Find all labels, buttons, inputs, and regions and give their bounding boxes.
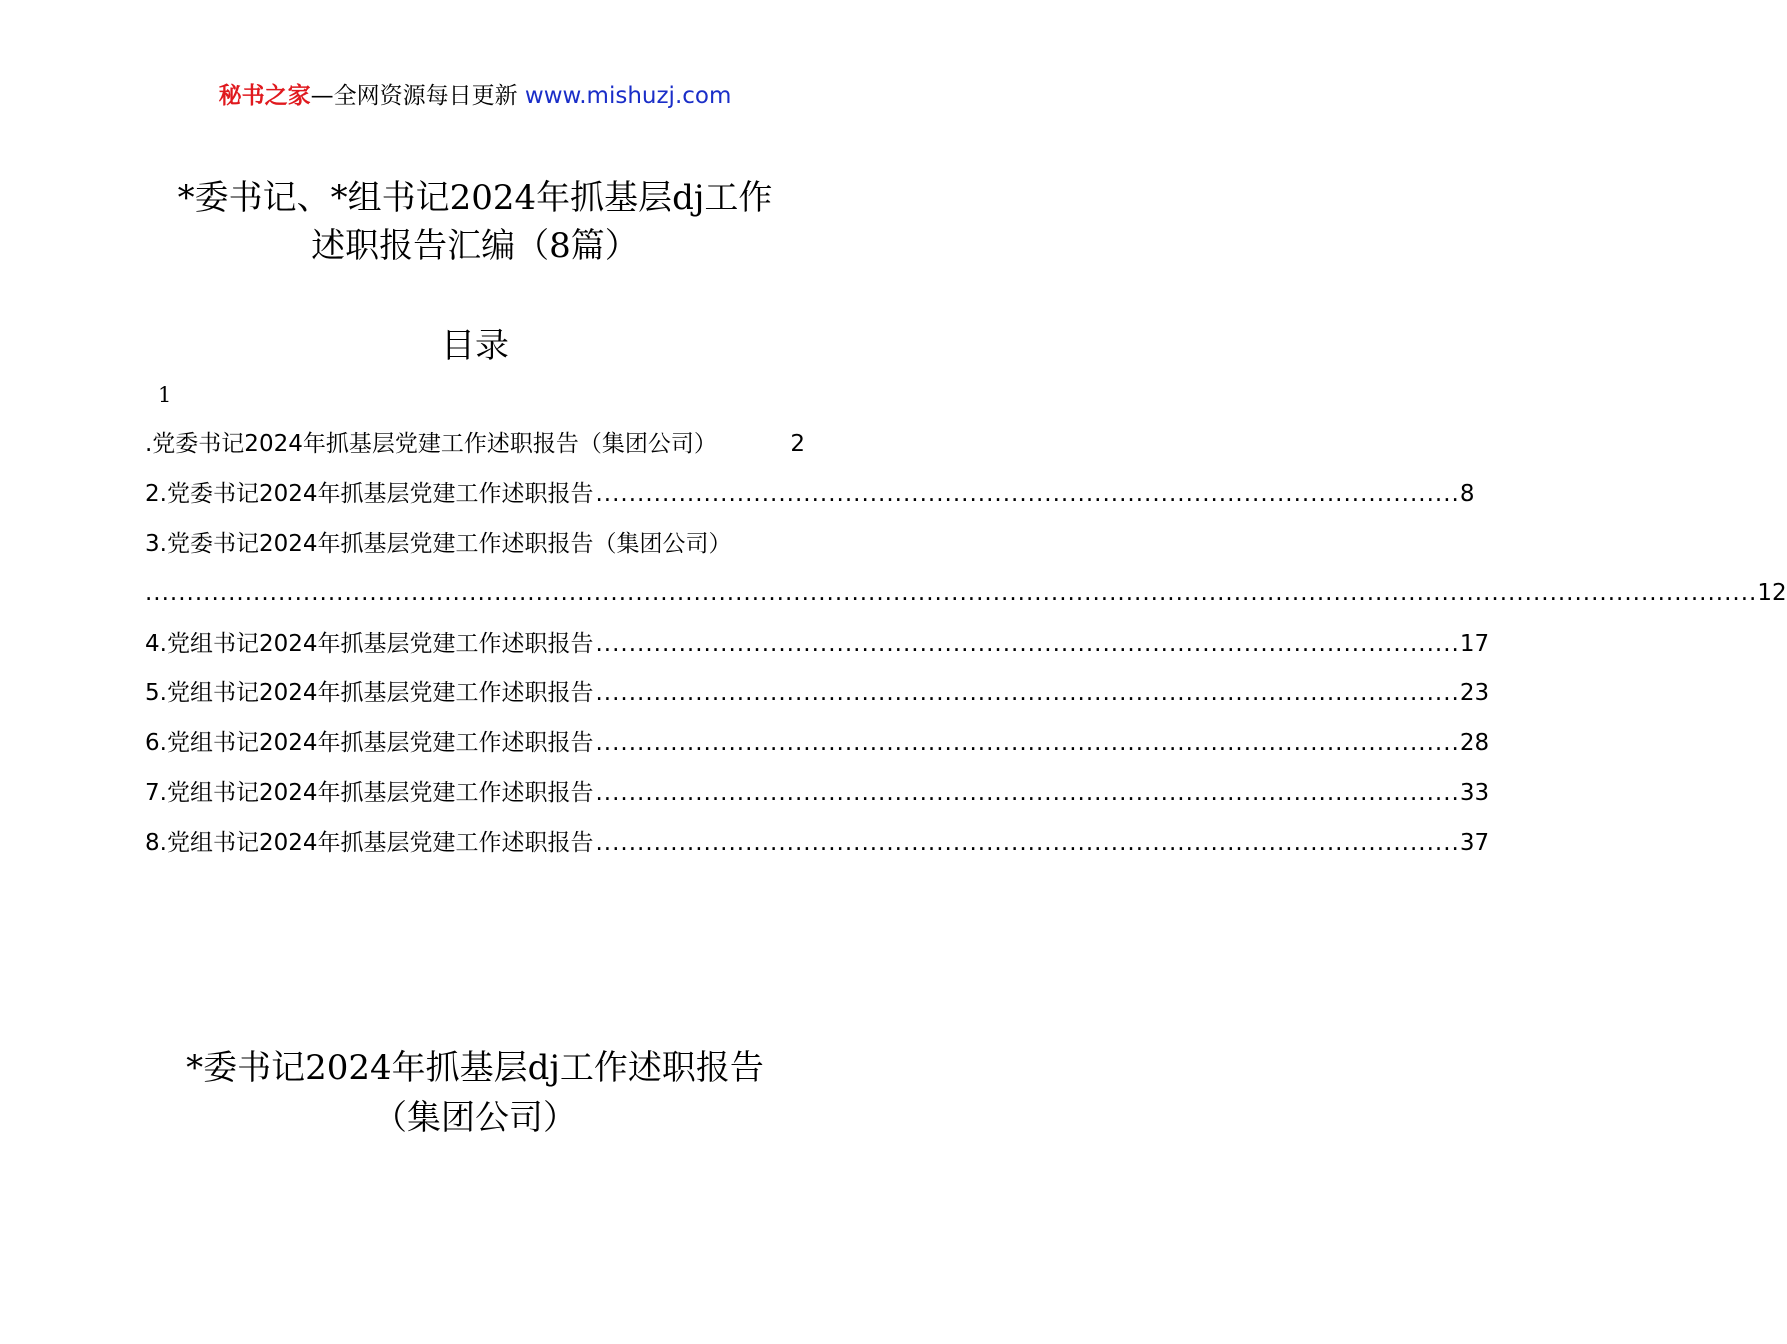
- toc-dot-leader: ........................................................................................................: [595, 631, 1460, 657]
- site-header: [0, 80, 950, 112]
- site-url-link[interactable]: www.mishuzj.com: [517, 83, 732, 109]
- toc-entry-label: 4.党组书记2024年抓基层党建工作述职报告: [145, 631, 594, 657]
- toc-entry-label: 2.党委书记2024年抓基层党建工作述职报告: [145, 481, 594, 507]
- toc-entry-page: 2: [790, 431, 805, 457]
- toc-entry-page: 28: [1459, 730, 1490, 756]
- toc-entry-3[interactable]: [145, 527, 805, 561]
- toc-entry-page: 12: [1757, 580, 1787, 606]
- toc-entry-6[interactable]: [145, 726, 1490, 760]
- toc-entry-5[interactable]: [145, 676, 1490, 710]
- toc-entry-label: .党委书记2024年抓基层党建工作述职报告（集团公司）: [145, 431, 717, 457]
- toc-entry-page: 33: [1459, 780, 1490, 806]
- toc-entry-page: 8: [1459, 481, 1475, 507]
- toc-entry-label: 7.党组书记2024年抓基层党建工作述职报告: [145, 780, 594, 806]
- toc-entry-label: 6.党组书记2024年抓基层党建工作述职报告: [145, 730, 594, 756]
- toc-dot-leader: ........................................................................................................: [595, 830, 1460, 856]
- toc-entry-1[interactable]: [145, 427, 805, 461]
- toc-dot-leader: ........................................................................................................: [595, 780, 1460, 806]
- toc-heading: 目录: [441, 326, 509, 366]
- toc-entry-3-continuation[interactable]: [145, 576, 1787, 610]
- toc-entry-label: 8.党组书记2024年抓基层党建工作述职报告: [145, 830, 594, 856]
- toc-entry-7[interactable]: [145, 776, 1490, 810]
- toc-entry-2[interactable]: [145, 477, 1475, 511]
- site-tagline: —全网资源每日更新: [310, 83, 518, 109]
- section-title-line-2: （集团公司）: [373, 1098, 577, 1138]
- toc-entry-page: 37: [1459, 830, 1490, 856]
- toc-entry-4[interactable]: [145, 627, 1490, 661]
- toc-entry-label: 5.党组书记2024年抓基层党建工作述职报告: [145, 680, 594, 706]
- document-title-line-2: 述职报告汇编（8篇）: [311, 226, 639, 266]
- toc-entry-page: 23: [1459, 680, 1490, 706]
- toc-dot-leader: ........................................................................................................: [595, 730, 1460, 756]
- section-title-line-1: *委书记2024年抓基层dj工作述职报告: [186, 1048, 764, 1088]
- document-title-line-1: *委书记、*组书记2024年抓基层dj工作: [177, 178, 773, 218]
- toc-entry-8[interactable]: [145, 826, 1490, 860]
- toc-entry-page: 17: [1459, 631, 1490, 657]
- toc-entry-label: 3.党委书记2024年抓基层党建工作述职报告（集团公司）: [145, 531, 732, 557]
- toc-dot-leader: ........................................................................................................: [595, 481, 1460, 507]
- toc-dot-leader: ..................................................................................................................................................................................................: [145, 580, 1758, 606]
- toc-dot-leader: ........................................................................................................: [595, 680, 1460, 706]
- toc-entry-number: 1: [158, 383, 172, 407]
- site-brand: 秘书之家: [218, 83, 311, 109]
